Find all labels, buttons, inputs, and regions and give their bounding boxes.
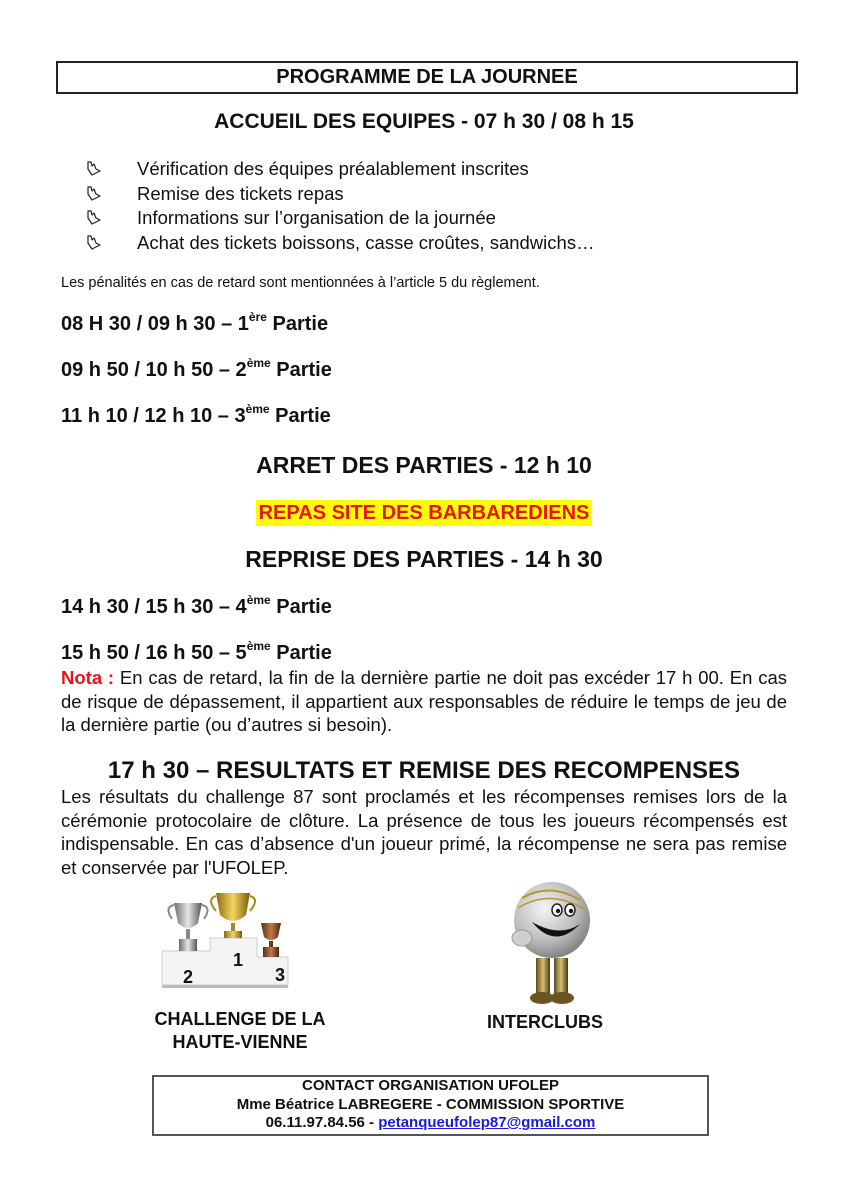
accueil-item-text: Vérification des équipes préalablement inscrites (137, 158, 529, 180)
slot-time: 11 h 10 / 12 h 10 – 3 (61, 405, 246, 427)
slot-ordinal: ème (245, 402, 270, 416)
hand-pointing-right-icon (85, 185, 137, 203)
contact-line1: CONTACT ORGANISATION UFOLEP (302, 1077, 559, 1094)
podium-number-3: 3 (274, 965, 286, 985)
slot-label: Partie (270, 642, 332, 664)
contact-phone: 06.11.97.84.56 - (265, 1114, 379, 1131)
podium-number-1: 1 (232, 950, 244, 970)
slot-time: 09 h 50 / 10 h 50 – 2 (61, 359, 247, 381)
schedule-slot-5 (61, 639, 332, 665)
list-item (85, 231, 595, 256)
resultats-heading: 17 h 30 – RESULTATS ET REMISE DES RECOMPENSES (107, 757, 741, 784)
podium-trophies-image (160, 893, 310, 993)
slot-time: 08 H 30 / 09 h 30 – 1 (61, 313, 249, 335)
slot-label: Partie (270, 359, 332, 381)
slot-ordinal: ère (248, 310, 267, 324)
slot-time: 14 h 30 / 15 h 30 – 4 (61, 596, 247, 618)
mascot-illustration (500, 878, 600, 1008)
slot-label: Partie (270, 596, 332, 618)
hand-pointing-right-icon (85, 234, 137, 252)
contact-line3 (154, 1114, 707, 1133)
contact-box (152, 1075, 709, 1136)
slot-label: Partie (266, 313, 329, 335)
schedule-slot-3 (61, 402, 331, 428)
repas-text: REPAS SITE DES BARBAREDIENS (256, 500, 593, 526)
accueil-item-text: Remise des tickets repas (137, 182, 344, 204)
challenge-caption-line1: CHALLENGE DE LA (154, 1009, 326, 1029)
accueil-list (85, 157, 595, 255)
hand-pointing-right-icon (85, 160, 137, 178)
nota-label: Nota : (61, 667, 115, 688)
contact-email-link[interactable]: petanqueufolep87@gmail.com (378, 1114, 596, 1131)
challenge-caption (140, 1008, 340, 1054)
list-item (85, 157, 595, 182)
slot-ordinal: ème (246, 639, 271, 653)
accueil-heading: ACCUEIL DES EQUIPES - 07 h 30 / 08 h 15 (214, 110, 634, 133)
slot-ordinal: ème (246, 593, 271, 607)
list-item (85, 206, 595, 231)
accueil-item-text: Informations sur l’organisation de la journée (137, 207, 496, 229)
schedule-slot-2 (61, 356, 332, 382)
slot-ordinal: ème (246, 356, 271, 370)
penalites-note: Les pénalités en cas de retard sont mentionnées à l’article 5 du règlement. (61, 275, 540, 291)
podium-number-2: 2 (182, 967, 194, 987)
contact-line2: Mme Béatrice LABREGERE - COMMISSION SPORTIVE (236, 1095, 625, 1113)
podium-illustration (160, 893, 310, 993)
arret-heading: ARRET DES PARTIES - 12 h 10 (256, 452, 592, 478)
schedule-slot-4 (61, 593, 332, 619)
petanque-ball-trophy-image (500, 878, 600, 1008)
accueil-item-text: Achat des tickets boissons, casse croûtes, sandwichs… (137, 231, 595, 253)
resultats-paragraph: Les résultats du challenge 87 sont proclamés et les récompenses remises lors de la cérémonie protocolaire de clôture. La présence de tous les joueurs récompensés est indispensable. En cas d’absence d'un joueur primé, la récompense ne sera pas remise et conservée par l'UFOLEP. (61, 786, 787, 878)
repas-banner (0, 500, 848, 526)
hand-pointing-right-icon (85, 209, 137, 227)
nota-text: En cas de retard, la fin de la dernière partie ne doit pas excéder 17 h 00. En cas de risque de dépassement, il appartient aux responsables de réduire le temps de jeu de la dernière partie (ou d’autres si besoin). (61, 667, 787, 735)
slot-label: Partie (269, 405, 331, 427)
schedule-slot-1 (61, 310, 329, 336)
challenge-caption-line2: HAUTE-VIENNE (172, 1032, 308, 1052)
list-item (85, 182, 595, 207)
slot-time: 15 h 50 / 16 h 50 – 5 (61, 642, 247, 664)
page-title: PROGRAMME DE LA JOURNEE (56, 61, 798, 94)
interclubs-caption: INTERCLUBS (487, 1012, 603, 1032)
nota-paragraph (61, 666, 787, 737)
reprise-heading: REPRISE DES PARTIES - 14 h 30 (245, 546, 603, 572)
